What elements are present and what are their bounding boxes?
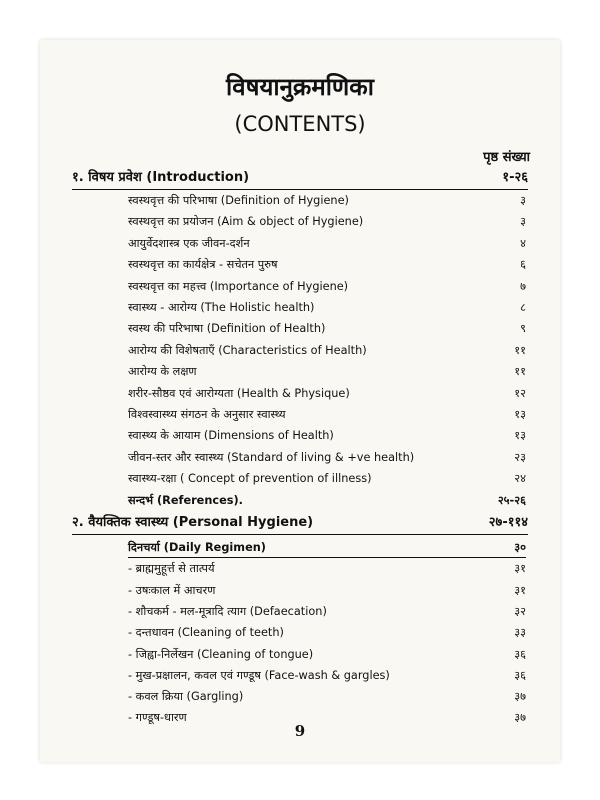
entry-title: आयुर्वेदशास्त्र एक जीवन-दर्शन xyxy=(128,236,250,250)
entry-page-number: ३० xyxy=(514,541,526,554)
contents-entry xyxy=(128,559,526,579)
entry-title: आरोग्य की विशेषताएँ (Characteristics of Health) xyxy=(128,343,367,357)
entry-title: स्वास्थ्य-रक्षा ( Concept of prevention of illness) xyxy=(128,472,372,486)
entry-title: - गण्डूष-धारण xyxy=(128,711,187,725)
entry-title: शरीर-सौष्ठव एवं आरोग्यता (Health & Physique) xyxy=(128,386,350,400)
entry-page-number: १३ xyxy=(514,429,526,443)
contents-entry xyxy=(128,191,526,211)
page-number-column-label: पृष्ठ संख्या xyxy=(483,150,530,165)
entry-page-number: ६ xyxy=(520,258,526,272)
entry-title: - मुख-प्रक्षालन, कवल एवं गण्डूष (Face-wash & gargles) xyxy=(128,668,390,682)
entry-page-number: ११ xyxy=(514,343,526,357)
contents-entry xyxy=(128,538,526,558)
entry-title: जीवन-स्तर और स्वास्थ्य (Standard of living & +ve health) xyxy=(128,450,415,464)
entry-page-number: १३ xyxy=(514,408,526,421)
entry-title: आरोग्य के लक्षण xyxy=(128,365,197,379)
contents-entry xyxy=(128,448,526,468)
contents-entry xyxy=(128,362,526,382)
entry-title: स्वास्थ्य - आरोग्य (The Holistic health) xyxy=(128,301,315,314)
page-title-hindi: विषयानुक्रमणिका xyxy=(226,73,374,101)
section-title: १. विषय प्रवेश (Introduction) xyxy=(72,170,250,185)
section-title: २. वैयक्तिक स्वास्थ्य (Personal Hygiene) xyxy=(72,515,314,530)
entry-page-number: ९ xyxy=(520,322,526,336)
entry-page-number: ८ xyxy=(520,301,526,314)
page-title-english: (CONTENTS) xyxy=(234,112,366,136)
entry-page-number: २३ xyxy=(514,450,526,464)
contents-entry xyxy=(128,341,526,361)
footer-page-number: 9 xyxy=(294,722,306,740)
section-page-range: २७-११४ xyxy=(488,515,528,530)
entry-page-number: ३१ xyxy=(514,583,526,597)
entry-title: दिनचर्या (Daily Regimen) xyxy=(128,541,266,554)
contents-entry xyxy=(128,255,526,275)
section-heading-introduction xyxy=(72,167,528,190)
contents-entry xyxy=(128,602,526,622)
contents-entry xyxy=(128,469,526,489)
entry-title: विश्वस्वास्थ्य संगठन के अनुसार स्वास्थ्य xyxy=(128,408,286,421)
entry-page-number: ३१ xyxy=(514,562,526,576)
contents-entry xyxy=(128,384,526,404)
contents-entry xyxy=(128,234,526,254)
contents-entry xyxy=(128,426,526,446)
contents-entry xyxy=(128,491,526,511)
entry-page-number: ११ xyxy=(514,365,526,379)
contents-entry xyxy=(128,212,526,232)
entry-title: - दन्तधावन (Cleaning of teeth) xyxy=(128,626,284,640)
entry-page-number: ३ xyxy=(520,215,526,229)
entry-page-number: ३७ xyxy=(514,690,526,704)
entry-page-number: ३२ xyxy=(514,604,526,618)
entry-title: - शौचकर्म - मल-मूत्रादि त्याग (Defaecation) xyxy=(128,604,327,618)
entry-page-number: ३ xyxy=(520,194,526,207)
entry-title: सन्दर्भ (References). xyxy=(128,493,243,507)
contents-entry xyxy=(128,581,526,601)
entry-page-number: १२ xyxy=(514,386,526,400)
contents-entry xyxy=(128,645,526,665)
entry-title: - ब्राह्ममुहूर्त्त से तात्पर्य xyxy=(128,562,215,576)
contents-entry xyxy=(128,319,526,339)
entry-page-number: २४ xyxy=(514,472,526,486)
entry-title: स्वास्थ्य के आयाम (Dimensions of Health) xyxy=(128,429,334,443)
entry-page-number: ७ xyxy=(520,279,526,293)
entry-page-number: ३६ xyxy=(514,668,526,682)
entry-page-number: २५-२६ xyxy=(497,493,526,507)
section-heading-personal-hygiene xyxy=(72,512,528,535)
entry-title: स्वस्थवृत्त का कार्यक्षेत्र - सचेतन पुरुष xyxy=(128,258,278,272)
contents-entry xyxy=(128,687,526,707)
entry-page-number: ४ xyxy=(520,236,526,250)
contents-entry xyxy=(128,405,526,425)
entry-page-number: ३६ xyxy=(514,647,526,661)
contents-entry xyxy=(128,623,526,643)
entry-page-number: ३७ xyxy=(514,711,526,725)
entry-title: स्वस्थवृत्त का प्रयोजन (Aim & object of Hygiene) xyxy=(128,215,364,229)
contents-entry xyxy=(128,666,526,686)
entry-page-number: ३३ xyxy=(514,626,526,640)
contents-entry xyxy=(128,277,526,297)
contents-entry xyxy=(128,298,526,318)
entry-title: - जिह्वा-निर्लेखन (Cleaning of tongue) xyxy=(128,647,314,661)
entry-title: स्वस्थवृत्त की परिभाषा (Definition of Hygiene) xyxy=(128,194,349,207)
entry-title: स्वस्थ की परिभाषा (Definition of Health) xyxy=(128,322,326,336)
section-page-range: १-२६ xyxy=(502,170,528,185)
entry-title: - उषःकाल में आचरण xyxy=(128,583,216,597)
entry-title: स्वस्थवृत्त का महत्त्व (Importance of Hygiene) xyxy=(128,279,349,293)
entry-title: - कवल क्रिया (Gargling) xyxy=(128,690,244,704)
book-page xyxy=(40,40,560,762)
